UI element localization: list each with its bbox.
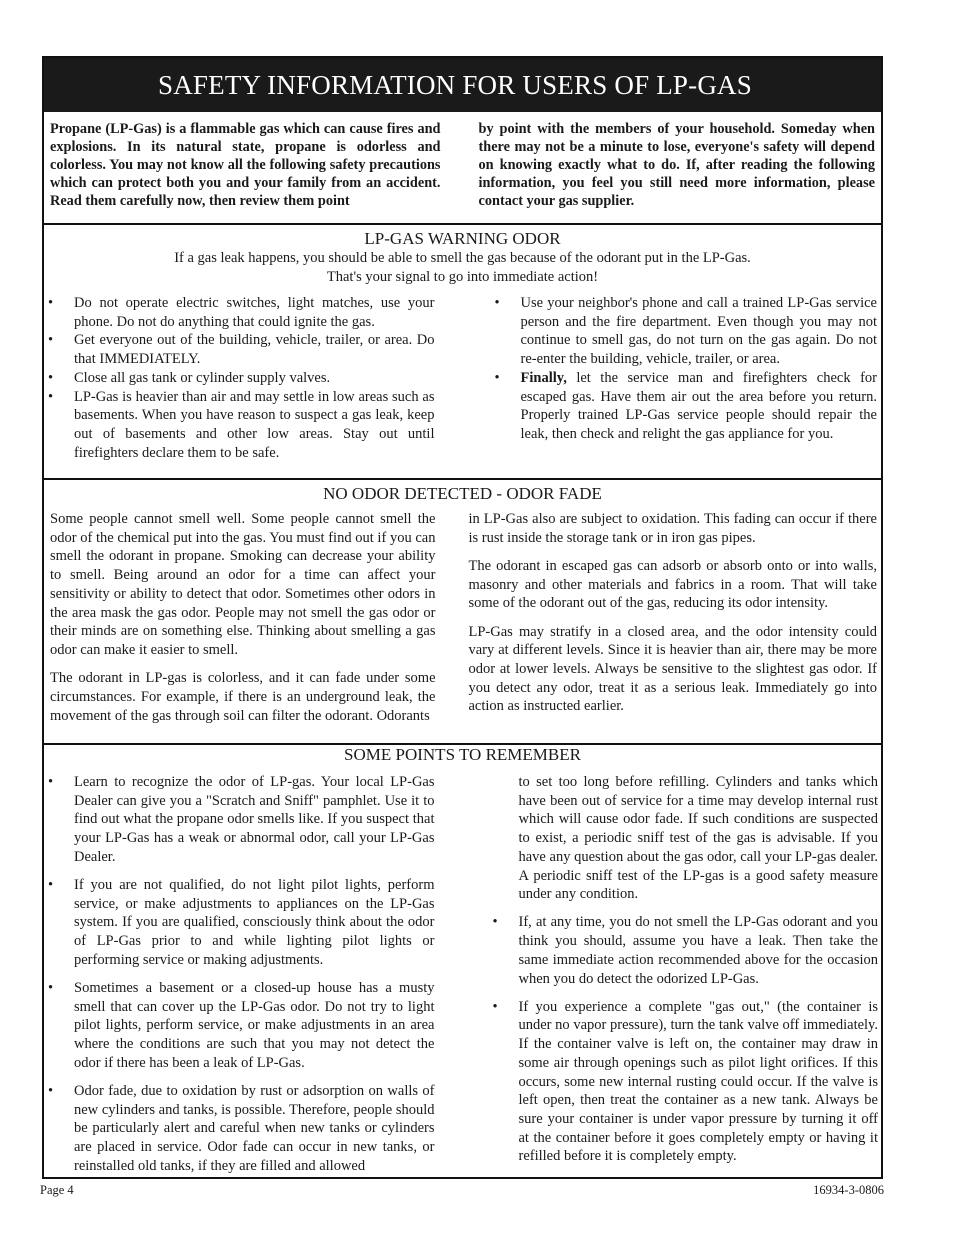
list-item: • Learn to recognize the odor of LP-gas. Your local LP-Gas Dealer can give you a "Scratch and Sniff" pamphlet. Use it to find out what the propane odor smells like. If you suspect that your LP-Gas has a weak or abnormal odor, call your LP-Gas Dealer. — [44, 773, 435, 867]
paragraph: LP-Gas may stratify in a closed area, and the odor intensity could vary at different levels. Since it is heavier than air, there may be more odor at lower levels. Always be sensitive to the slightest gas odor. If you detect any odor, treat it as a serious leak. Immediately go into action as instructed earlier. — [468, 623, 877, 715]
points-section — [44, 743, 881, 1185]
finally-text: let the service man and firefighters check for escaped gas. Have them air out the area before you return. Properly trained LP-Gas service people should repair the leak, then check and relight the gas appliance for you. — [520, 369, 877, 442]
intro-right-text: by point with the members of your household. Someday when there may not be a minute to lose, everyone's safety will depend on knowing exactly what to do. If, after reading the following information, you feel you still need more information, please contact your gas supplier. — [478, 121, 875, 209]
list-item — [491, 369, 878, 444]
list-item: • If, at any time, you do not smell the LP-Gas odorant and you think you should, assume you have a leak. Then take the same immediate action recommended above for the occasion when you do detect the odorized LP-Gas. — [489, 913, 879, 988]
intro-section — [44, 112, 881, 223]
list-item: • Close all gas tank or cylinder supply valves. — [44, 369, 435, 388]
warning-line-2: That's your signal to go into immediate action! — [326, 269, 599, 285]
warning-left-list — [44, 294, 435, 462]
points-continuation: to set too long before refilling. Cylinders and tanks which have been out of service for a time may develop internal rust which will cause odor fade. If such conditions are suspected to exist, a periodic sniff test of the gas is advisable. If you have any question about the gas odor, call your LP-gas dealer. A periodic sniff test of the LP-gas is a good safety measure under any condition. — [518, 774, 878, 903]
odor-fade-section — [44, 478, 881, 743]
safety-info-frame — [42, 56, 883, 1179]
page-title: SAFETY INFORMATION FOR USERS OF LP-GAS — [158, 69, 752, 100]
paragraph: Some people cannot smell well. Some people cannot smell the odor of the chemical put into the gas. You must find out if you can smell the odorant in propane. Smoking can decrease your ability to smell. Being around an odor for a time can affect your sensitivity or ability to detect that odor. Sometimes other odors in the area mask the gas odor. People may not smell the gas odor or their minds are on something else. Thinking about smelling a gas odor can make it easier to smell. — [50, 511, 436, 658]
list-item: • Sometimes a basement or a closed-up house has a musty smell that can cover up the LP-Gas odor. Do not try to light pilot lights, perform service, or make adjustments in an area where the conditions are such that you may not detect the odor if there has been a leak of LP-Gas. — [44, 979, 435, 1073]
document-number: 16934-3-0806 — [813, 1183, 884, 1197]
warning-heading: LP-GAS WARNING ODOR — [364, 229, 561, 248]
list-item: • Do not operate electric switches, light matches, use your phone. Do not do anything that could ignite the gas. — [44, 294, 435, 331]
finally-label: Finally, — [520, 369, 567, 386]
paragraph: The odorant in escaped gas can adsorb or absorb onto or into walls, masonry and other materials and fabrics in a room. That will take some of the odorant out of the gas, reducing its odor intensity. — [468, 557, 877, 612]
warning-odor-section — [44, 223, 881, 478]
page-number: Page 4 — [40, 1183, 74, 1197]
warning-line-1: If a gas leak happens, you should be able to smell the gas because of the odorant put in the LP-Gas. — [174, 250, 751, 266]
odor-fade-heading: NO ODOR DETECTED - ODOR FADE — [323, 484, 602, 503]
list-item: • If you are not qualified, do not light pilot lights, perform service, or make adjustments to appliances on the LP-Gas system. If you are qualified, consciously think about the odor of LP-Gas prior to and while lighting pilot lights or performing service or making adjustments. — [44, 876, 435, 970]
list-item: • LP-Gas is heavier than air and may settle in low areas such as basements. When you have reason to suspect a gas leak, keep out of basements and other low areas. Stay out until firefighters declare them to be safe. — [44, 388, 435, 463]
paragraph: The odorant in LP-gas is colorless, and it can fade under some circumstances. For example, if there is an underground leak, the movement of the gas through soil can filter the odorant. Odorants — [50, 670, 436, 724]
title-bar — [44, 58, 881, 112]
intro-left-text: Propane (LP-Gas) is a flammable gas which can cause fires and explosions. In its natural state, propane is odorless and colorless. You may not know all the following safety precautions which can protect both you and your family from an accident. Read them carefully now, then review them point — [50, 121, 441, 209]
warning-right-list — [491, 294, 878, 444]
list-item: • Use your neighbor's phone and call a trained LP-Gas service person and the fire department. Even though you may not continue to smell gas, do not turn on the gas again. Do not re-enter the building, vehicle, trailer, or area. — [491, 294, 878, 369]
points-right-list — [489, 913, 879, 1166]
paragraph: in LP-Gas also are subject to oxidation. This fading can occur if there is rust inside the storage tank or in iron gas pipes. — [468, 511, 877, 546]
points-left-list — [44, 773, 435, 1176]
points-heading: SOME POINTS TO REMEMBER — [344, 745, 581, 764]
list-item: • Odor fade, due to oxidation by rust or adsorption on walls of new cylinders and tanks, is possible. Therefore, people should be particularly alert and careful when new tanks or cylinders are placed in service. Odor fade can occur in new tanks, or reinstalled old tanks, if they are filled and allowed — [44, 1082, 435, 1176]
list-item: • Get everyone out of the building, vehicle, trailer, or area. Do that IMMEDIATELY. — [44, 331, 435, 368]
list-item: • If you experience a complete "gas out," (the container is under no vapor pressure), turn the tank valve off immediately. If the container valve is left on, the container may draw in some air through openings such as pilot light orifices. If this occurs, some new internal rusting could occur. If the valve is left open, then treat the container as a new tank. Always be sure your container is under vapor pressure by turning it off at the container before it goes completely empty or having it refilled before it is completely empty. — [489, 998, 879, 1166]
